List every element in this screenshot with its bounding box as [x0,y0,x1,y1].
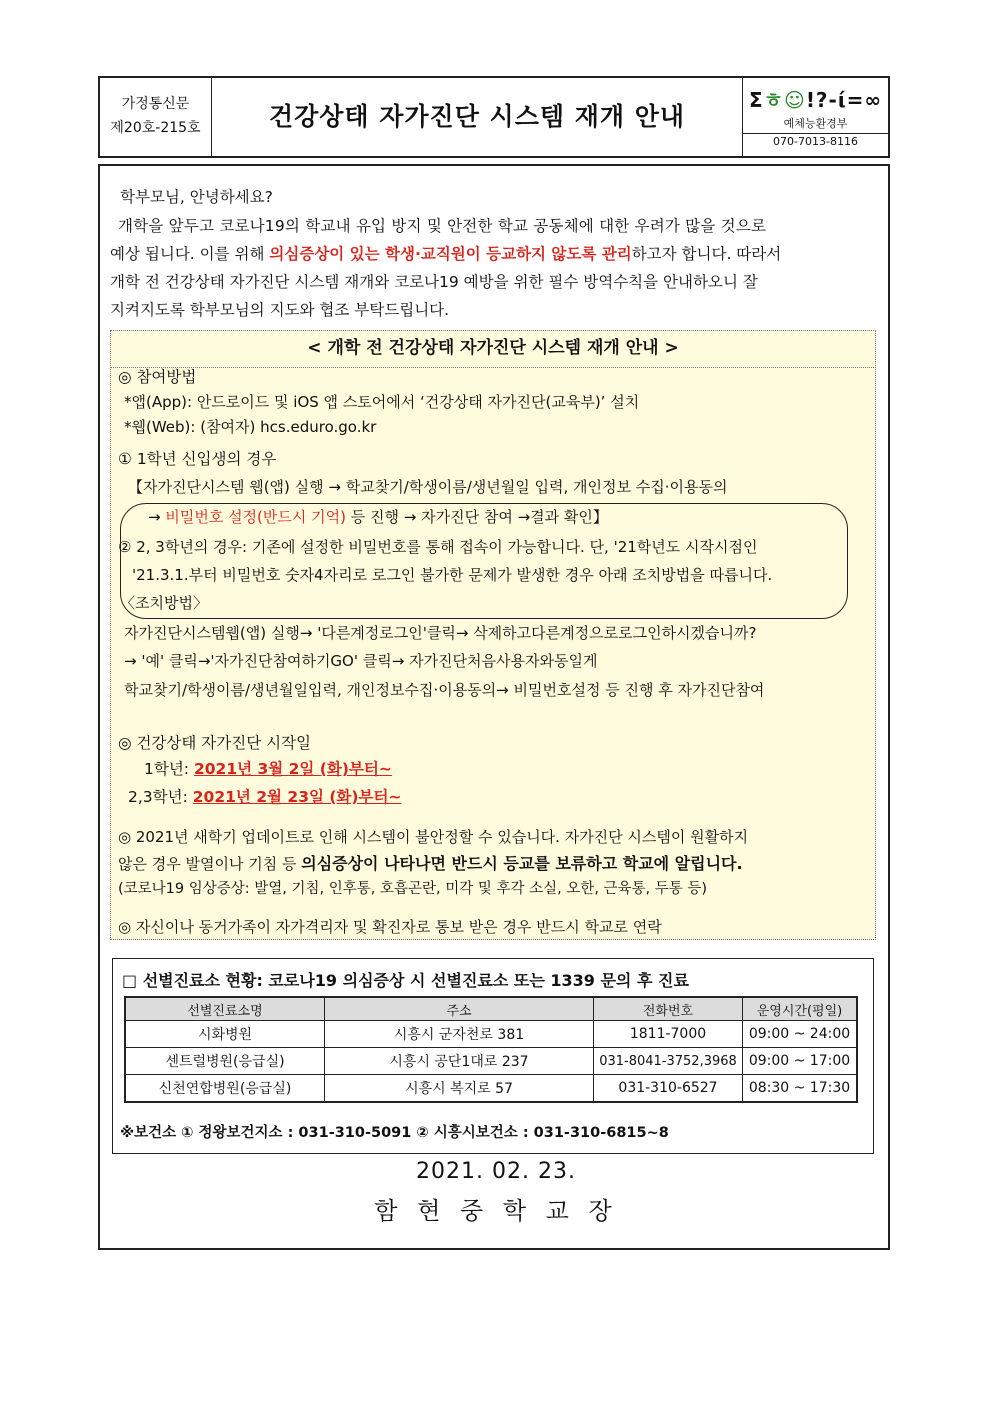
intro-line-4: 지켜지도록 학부모님의 지도와 협조 부탁드립니다. [110,301,450,319]
principal-signature: 함 현 중 학 교 장 [374,1197,618,1225]
clinic-title: □ 선별진료소 현황: 코로나19 의심증상 시 선별진료소 또는 1339 문의 후 진료 [122,971,689,990]
clinic-address: 시흥시 공단1대로 237 [325,1048,594,1075]
department-logo [742,78,888,156]
clinic-table [124,996,858,1103]
intro-line-1: 개학을 앞두고 코로나19의 학교내 유입 방지 및 안전한 학교 공동체에 대한 우려가 많을 것으로 [118,217,767,235]
start-grade23-date: 2021년 2월 23일 (화)부터~ [192,788,402,806]
symptoms-line: (코로나19 임상증상: 발열, 기침, 인후통, 호흡곤란, 미각 및 후각 소실, 오한, 근육통, 두통 등) [118,881,708,897]
issue-date: 2021. 02. 23. [416,1159,576,1184]
grade23-line-2: '21.3.1.부터 비밀번호 숫자4자리로 로그인 불가한 문제가 발생한 경우 아래 조치방법을 따릅니다. [132,566,773,584]
fix-step-1: 자가진단시스템웹(앱) 실행→ '다른계정로그인'클릭→ 삭제하고다른계정으로로그인하시겠습니까? [124,624,757,642]
clinic-table-header [125,997,857,1021]
col-address: 주소 [325,997,594,1021]
logo-tel: 070-7013-8116 [743,133,888,148]
doc-type: 가정통신문 [121,96,190,112]
clinic-phone: 031-8041-3752,3968 [594,1048,743,1075]
clinic-name: 시화병원 [125,1021,325,1048]
start-grade1-date: 2021년 3월 2일 (화)부터~ [193,760,392,778]
grade1-title: ① 1학년 신입생의 경우 [118,450,277,468]
greeting: 학부모님, 안녕하세요? [120,188,273,206]
health-center-line: ※보건소 ① 정왕보건지소 : 031-310-5091 ② 시흥시보건소 : 031-310-6815~8 [120,1125,669,1141]
col-hours: 운영시간(평일) [743,997,858,1021]
grade23-line-1: ② 2, 3학년의 경우: 기존에 설정한 비밀번호를 통해 접속이 가능합니다. 단, '21학년도 시작시점인 [118,538,758,556]
fix-step-2: → '예' 클릭→'자가진단참여하기GO' 클릭→ 자가진단처음사용자와동일게 [124,652,598,670]
page-title: 건강상태 자가진단 시스템 재개 안내 [268,102,686,131]
table-row [125,1048,857,1075]
clinic-hours: 08:30 ~ 17:30 [743,1075,858,1103]
clinic-hours: 09:00 ~ 17:00 [743,1048,858,1075]
clinic-name: 신천연합병원(응급실) [125,1075,325,1103]
notice-line-2: 않은 경우 발열이나 기침 등 의심증상이 나타나면 반드시 등교를 보류하고 학교에 알립니다. [118,854,743,873]
clinic-phone: 1811-7000 [594,1021,743,1048]
clinic-address: 시흥시 군자천로 381 [325,1021,594,1048]
fix-step-3: 학교찾기/학생이름/생년월일입력, 개인정보수집·이용동의→ 비밀번호설정 등 진행 후 자가진단참여 [124,681,765,699]
col-name: 선별진료소명 [125,997,325,1021]
doc-number: 제20호-215호 [110,120,201,136]
method-web: *웹(Web): (참여자) hcs.eduro.go.kr [124,418,377,436]
contact-line: ◎ 자신이나 동거가족이 자가격리자 및 확진자로 통보 받은 경우 반드시 학교로 연락 [118,918,662,936]
table-row [125,1075,857,1103]
start-grade23: 2,3학년: 2021년 2월 23일 (화)부터~ [128,788,402,806]
grade1-step-2: → 비밀번호 설정(반드시 기억) 등 진행 → 자가진단 참여 →결과 확인】 [148,508,608,526]
logo-org: 예체능환경부 [783,117,848,130]
start-title: ◎ 건강상태 자가진단 시작일 [118,734,312,752]
table-row [125,1021,857,1048]
intro-highlight: 의심증상이 있는 학생·교직원이 등교하지 않도록 관리 [269,245,632,263]
clinic-address: 시흥시 복지로 57 [325,1075,594,1103]
doc-info [100,78,212,156]
logo-mark: Σㅎ☺!?-ί=∞ [748,88,883,112]
password-highlight: 비밀번호 설정(반드시 기억) [165,508,346,526]
guide-heading: < 개학 전 건강상태 자가진단 시스템 재개 안내 > [110,330,876,368]
intro-line-3: 개학 전 건강상태 자가진단 시스템 재개와 코로나19 예방을 위한 필수 방역수칙을 안내하오니 잘 [110,273,758,291]
start-grade1: 1학년: 2021년 3월 2일 (화)부터~ [144,760,392,778]
notice-line-1: ◎ 2021년 새학기 업데이트로 인해 시스템이 불안정할 수 있습니다. 자가진단 시스템이 원활하지 [118,828,749,846]
intro-line-2: 예상 됩니다. 이를 위해 의심증상이 있는 학생·교직원이 등교하지 않도록 관리하고자 합니다. 따라서 [110,245,782,263]
grade1-step-1: 【자가진단시스템 웹(앱) 실행 → 학교찾기/학생이름/생년월일 입력, 개인정보 수집·이용동의 [128,478,728,496]
clinic-hours: 09:00 ~ 24:00 [743,1021,858,1048]
grade23-line-3: 〈조치방법〉 [120,594,208,612]
clinic-name: 센트럴병원(응급실) [125,1048,325,1075]
notice-highlight: 의심증상이 나타나면 반드시 등교를 보류하고 학교에 알립니다. [301,854,743,873]
col-phone: 전화번호 [594,997,743,1021]
clinic-phone: 031-310-6527 [594,1075,743,1103]
method-title: ◎ 참여방법 [118,368,197,386]
method-app: *앱(App): 안드로이드 및 iOS 앱 스토어에서 ‘건강상태 자가진단(교육부)’ 설치 [124,393,640,411]
